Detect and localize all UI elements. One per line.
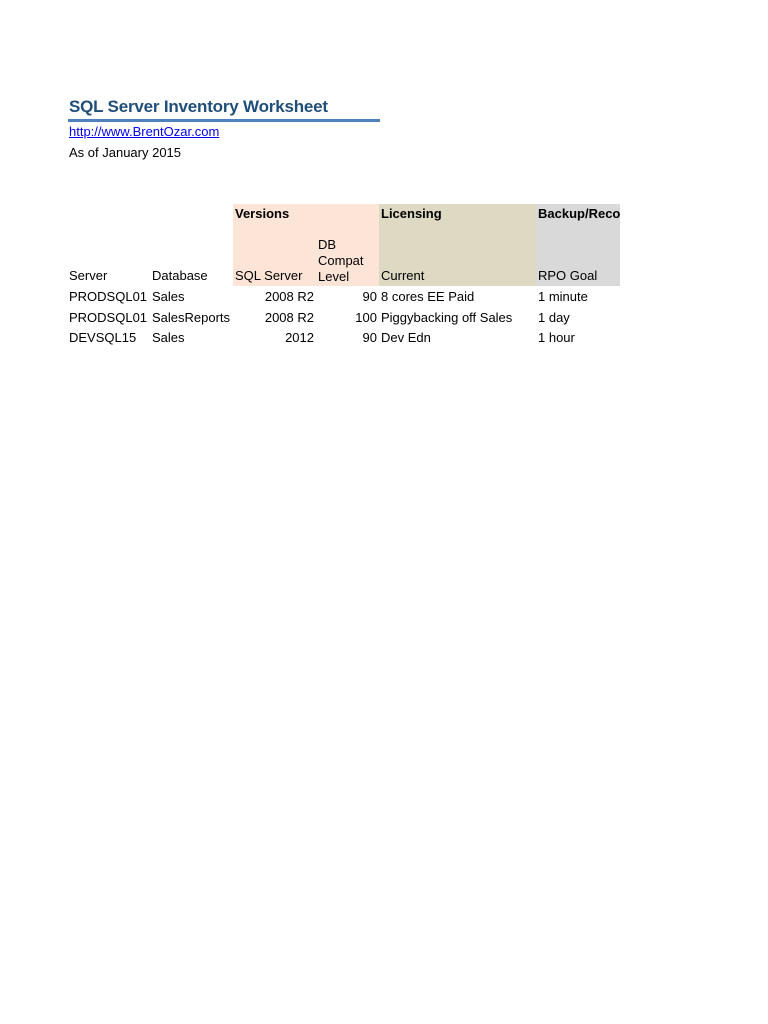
cell-db-compat: 90 [362, 330, 377, 345]
cell-database: Sales [152, 330, 185, 345]
cell-server: PRODSQL01 [69, 289, 148, 304]
cell-database: Sales [152, 289, 185, 304]
worksheet-title: SQL Server Inventory Worksheet [69, 97, 328, 116]
column-header-db-compat-level: DB Compat Level [318, 237, 364, 284]
inventory-table [68, 204, 620, 350]
cell-database: SalesReports [152, 310, 231, 325]
cell-rpo-goal: 1 hour [538, 330, 575, 345]
cell-current-license: Piggybacking off Sales [381, 310, 513, 325]
column-header-database: Database [152, 268, 208, 283]
as-of-date: As of January 2015 [69, 145, 182, 160]
website-link[interactable]: http://www.BrentOzar.com [69, 124, 220, 139]
cell-server: PRODSQL01 [69, 310, 148, 325]
cell-rpo-goal: 1 minute [538, 289, 588, 304]
cell-db-compat: 100 [355, 310, 377, 325]
column-header-rpo-goal: RPO Goal [538, 268, 598, 283]
column-header-sql-server: SQL Server [235, 268, 303, 283]
column-header-current: Current [381, 268, 425, 283]
column-header-server: Server [69, 268, 108, 283]
cell-current-license: Dev Edn [381, 330, 431, 345]
cell-sql-server: 2008 R2 [264, 310, 314, 325]
cell-current-license: 8 cores EE Paid [381, 289, 475, 304]
group-label-licensing: Licensing [381, 206, 442, 221]
group-label-versions: Versions [235, 206, 290, 221]
group-label-backup: Backup/Reco [538, 206, 620, 221]
cell-sql-server: 2008 R2 [264, 289, 314, 304]
cell-db-compat: 90 [362, 289, 377, 304]
title-underline [68, 119, 380, 122]
cell-server: DEVSQL15 [69, 330, 137, 345]
cell-sql-server: 2012 [285, 330, 314, 345]
cell-rpo-goal: 1 day [538, 310, 570, 325]
